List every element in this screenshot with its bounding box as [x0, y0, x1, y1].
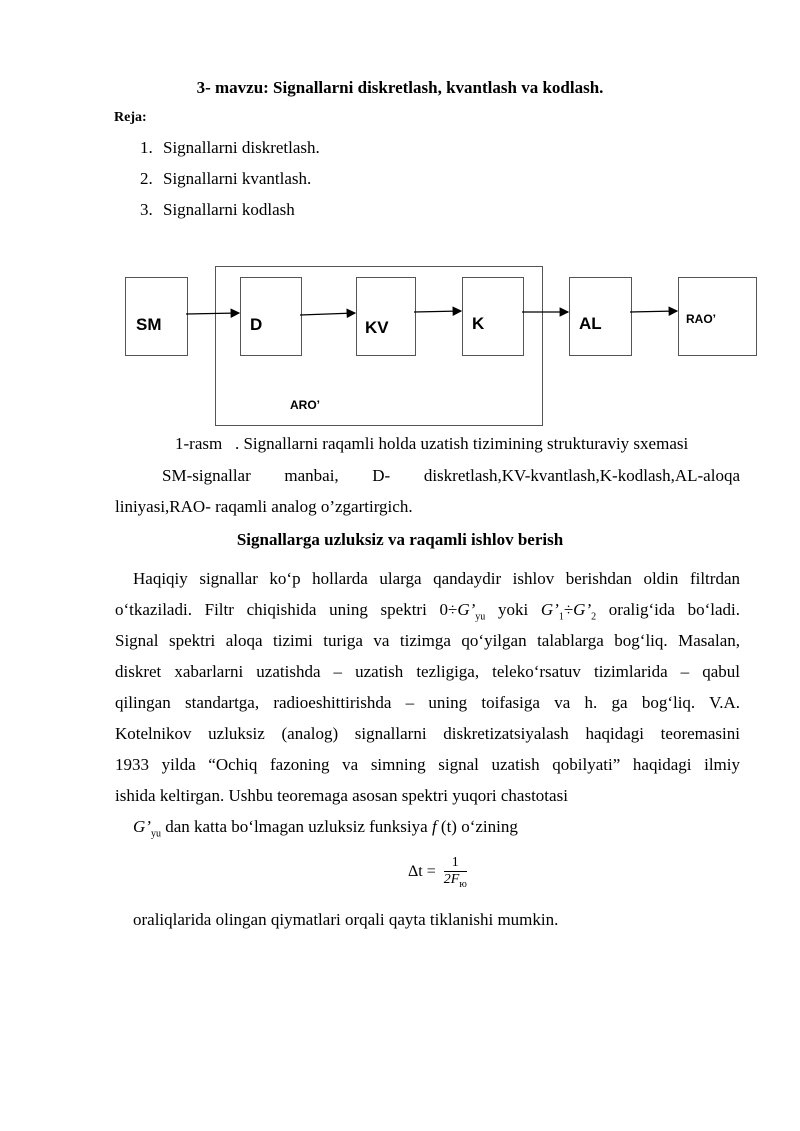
body-paragraph: Haqiqiy signallar ko‘p hollarda ularga qandaydir ishlov berishdan oldin filtrdan o‘tkaziladi. Filtr chiqishida uning spektri $0\div G’_{yu}$ yoki $G’_1\div G’_2$ oralig‘ida bo‘ladi. Signal spektri aloqa tizimi turiga va tizimga qo‘yilgan talablarga bog‘liq. Masalan, diskret xabarlarni uzatishda – uzatish tezligiga, teleko‘rsatuv tizimlarida – qabul qilingan standartga, radioeshittirishda – uning toifasiga va h. ga bog‘liq. V.A. Kotelnikov uzluksiz (analog) signallarni diskretizatsiyalash haqidagi teoremasini 1933 yilda “Ochiq fazoning va simning signal uzatish qobilyati” haqidagi ilmiy ishida keltirgan. Ushbu teoremaga asosan spektri yuqori chastotasi $G’_{yu}$ dan katta bo‘lmagan uzluksiz funksiya f (t) o‘zining	[115, 563, 740, 842]
block-d-label: D	[250, 315, 263, 334]
list-item: 3. Signallarni kodlash	[140, 200, 295, 219]
legend-line: liniyasi,RAO- raqamli analog o’zgartirgich.	[115, 497, 413, 516]
closing-line: oraliqlarida olingan qiymatlari orqali qayta tiklanishi mumkin.	[133, 910, 559, 929]
arrow-d-kv	[300, 313, 355, 315]
block-kv-label: KV	[365, 318, 389, 337]
arrow-kv-k	[414, 311, 461, 312]
block-diagram	[120, 262, 760, 430]
arrow-al-rao	[630, 311, 677, 312]
formula: Δt = $\frac{1}{2F_ю}$	[408, 855, 467, 890]
diagram-arrows	[120, 262, 760, 430]
block-sm-label: SM	[136, 315, 162, 334]
page-title: 3- mavzu: Signallarni diskretlash, kvantlash va kodlash.	[196, 78, 604, 97]
arrow-sm-d	[186, 313, 239, 314]
block-al-label: AL	[579, 314, 602, 333]
list-item: 1. Signallarni diskretlash.	[140, 138, 320, 157]
aro-group-label: ARO’	[290, 398, 320, 412]
legend-line: SM-signallar manbai, D- diskretlash,KV-kvantlash,K-kodlash,AL-aloqa	[162, 466, 740, 485]
plan-list	[140, 136, 320, 229]
list-item: 2. Signallarni kvantlash.	[140, 169, 312, 188]
section-heading: Signallarga uzluksiz va raqamli ishlov berish	[236, 530, 564, 549]
block-k-label: K	[472, 314, 485, 333]
figure-legend	[115, 460, 740, 522]
figure-caption: 1-rasm . Signallarni raqamli holda uzatish tizimining strukturaviy sxemasi	[175, 434, 689, 453]
block-rao-label: RAO’	[686, 312, 716, 326]
plan-label: Reja:	[114, 110, 147, 125]
body-line-9: $G’_{yu}$ dan katta bo‘lmagan uzluksiz funksiya f (t) o‘zining	[133, 817, 518, 840]
